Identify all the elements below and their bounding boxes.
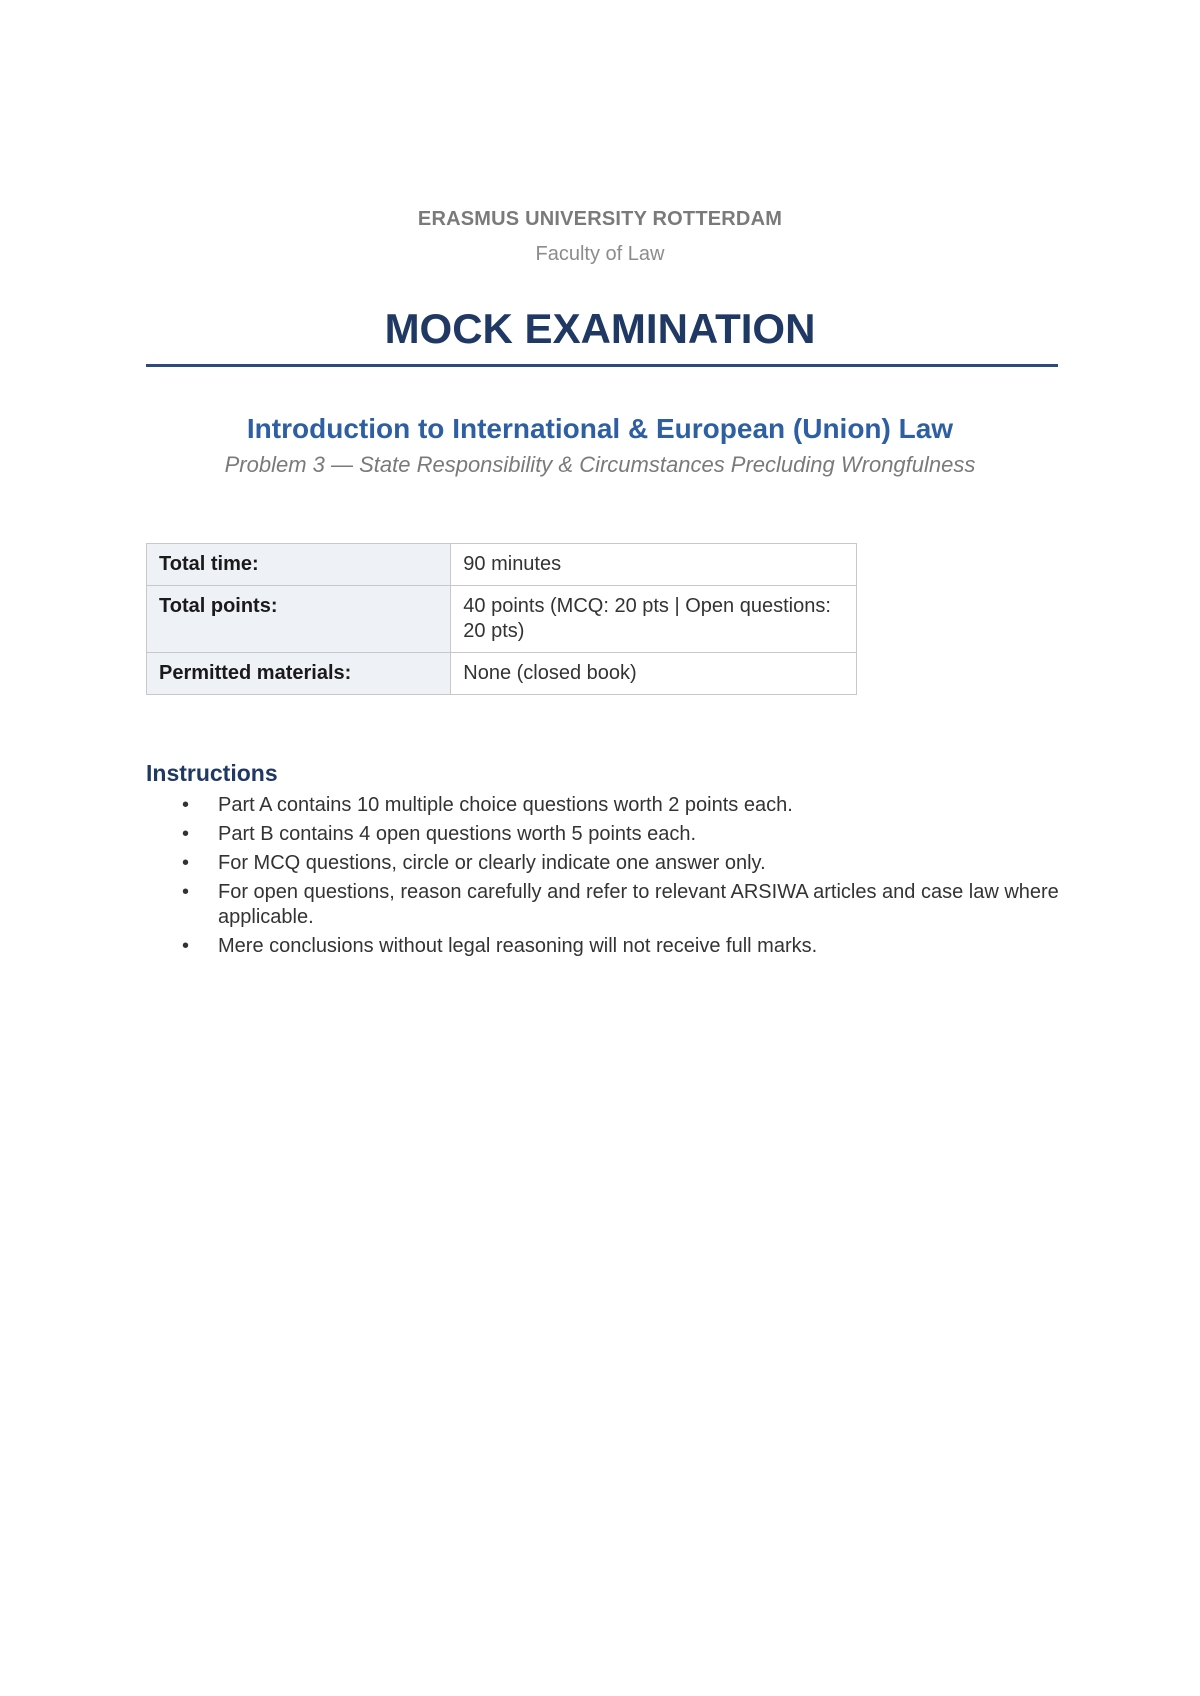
faculty-name: Faculty of Law bbox=[535, 243, 665, 265]
instruction-list bbox=[146, 793, 1066, 963]
list-item bbox=[146, 851, 1066, 876]
permitted-materials-label: Permitted materials: bbox=[147, 653, 451, 695]
permitted-materials-value: None (closed book) bbox=[451, 653, 857, 695]
title-divider bbox=[146, 364, 1058, 367]
instruction-text: Part A contains 10 multiple choice questions worth 2 points each. bbox=[218, 794, 793, 816]
exam-title: MOCK EXAMINATION bbox=[384, 305, 816, 352]
list-item bbox=[146, 880, 1066, 930]
exam-info-table bbox=[146, 543, 857, 695]
table-row-total-time bbox=[147, 544, 857, 586]
table-row-permitted-materials bbox=[147, 653, 857, 695]
instruction-text: Mere conclusions without legal reasoning will not receive full marks. bbox=[218, 935, 818, 957]
bullet-icon: • bbox=[182, 881, 190, 903]
total-points-label: Total points: bbox=[147, 586, 451, 653]
list-item bbox=[146, 934, 1066, 959]
bullet-icon: • bbox=[182, 823, 190, 845]
bullet-icon: • bbox=[182, 794, 190, 816]
university-name: ERASMUS UNIVERSITY ROTTERDAM bbox=[417, 208, 783, 230]
total-time-value: 90 minutes bbox=[451, 544, 857, 586]
list-item bbox=[146, 793, 1066, 818]
course-subtitle: Problem 3 — State Responsibility & Circumstances Precluding Wrongfulness bbox=[224, 452, 976, 477]
instruction-text: For MCQ questions, circle or clearly indicate one answer only. bbox=[218, 852, 766, 874]
total-time-label: Total time: bbox=[147, 544, 451, 586]
list-item bbox=[146, 822, 1066, 847]
bullet-icon: • bbox=[182, 852, 190, 874]
total-points-value: 40 points (MCQ: 20 pts | Open questions: 20 pts) bbox=[451, 586, 857, 653]
table-row-total-points bbox=[147, 586, 857, 653]
course-title: Introduction to International & European (Union) Law bbox=[246, 413, 954, 444]
instruction-text: Part B contains 4 open questions worth 5 points each. bbox=[218, 823, 697, 845]
instructions-heading: Instructions bbox=[146, 760, 278, 786]
bullet-icon: • bbox=[182, 935, 190, 957]
instruction-text: For open questions, reason carefully and refer to relevant ARSIWA articles and case law where applicable. bbox=[218, 881, 1059, 928]
